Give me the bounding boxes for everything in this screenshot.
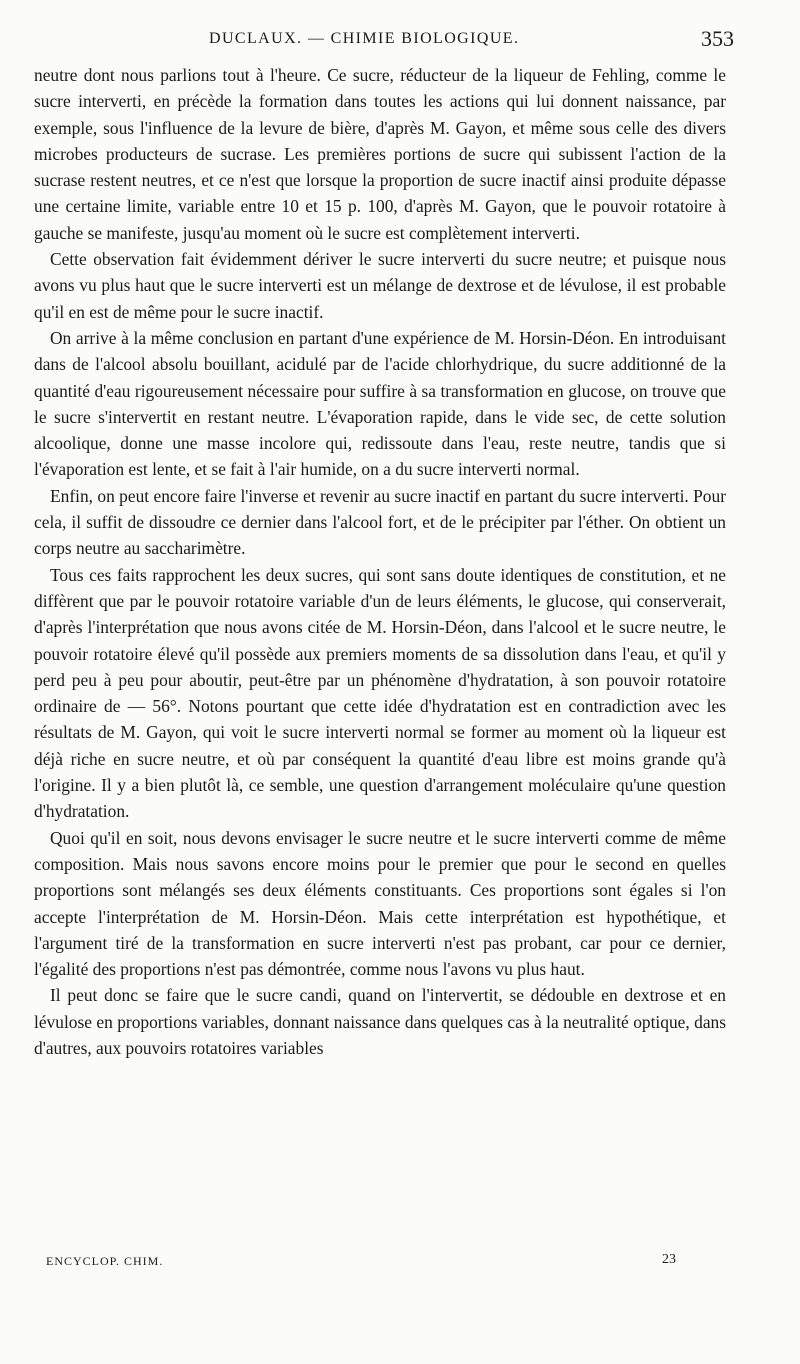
page-footer [46, 1252, 676, 1272]
footer-signature: ENCYCLOP. CHIM. [46, 1254, 164, 1268]
sheet-number: 23 [662, 1252, 676, 1267]
page-header [34, 22, 734, 56]
page-number: 353 [701, 26, 734, 51]
paragraph-6: Quoi qu'il en soit, nous devons envisager le sucre neutre et le sucre interverti comme de même composition. Mais nous savons encore moins pour le premier que pour le second en quelles proportions sont mélangés ses deux éléments constituants. Ces proportions sont égales si l'on accepte l'interprétation de M. Horsin-Déon. Mais cette interprétation est hypothétique, et l'argument tiré de la transformation en sucre interverti n'est pas probant, car pour ce dernier, l'égalité des proportions n'est pas démontrée, comme nous l'avons vu plus haut. [34, 827, 726, 980]
paragraph-2: Cette observation fait évidemment dériver le sucre interverti du sucre neutre; et puisque nous avons vu plus haut que le sucre interverti est un mélange de dextrose et de lévulose, il est probable qu'il en est de même pour le sucre inactif. [34, 249, 726, 322]
body-text [34, 62, 726, 1061]
paragraph-1: neutre dont nous parlions tout à l'heure. Ce sucre, réducteur de la liqueur de Fehling, comme le sucre interverti, en précède la formation dans toutes les actions qui lui donnent naissance, par exemple, sous l'influence de la levure de bière, d'après M. Gayon, et même sous celle des divers microbes producteurs de sucrase. Les premières portions de sucre qui subissent l'action de la sucrase restent neutres, et ce n'est que lorsque la proportion de sucre inactif ainsi produite dépasse une certaine limite, variable entre 10 et 15 p. 100, d'après M. Gayon, que le pouvoir rotatoire à gauche se manifeste, jusqu'au moment où le sucre est complètement interverti. [34, 65, 726, 243]
paragraph-3: On arrive à la même conclusion en partant d'une expérience de M. Horsin-Déon. En introduisant dans de l'alcool absolu bouillant, acidulé par de l'acide chlorhydrique, du sucre additionné de la quantité d'eau rigoureusement nécessaire pour suffire à sa transformation en glucose, on trouve que le sucre s'intervertit en restant neutre. L'évaporation rapide, dans le vide sec, de cette solution alcoolique, donne une masse incolore qui, redissoute dans l'eau, reste neutre, tandis que si l'évaporation est lente, et se fait à l'air humide, on a du sucre interverti normal. [34, 327, 726, 480]
paragraph-7: Il peut donc se faire que le sucre candi, quand on l'intervertit, se dédouble en dextrose et en lévulose en proportions variables, donnant naissance dans quelques cas à la neutralité optique, dans d'autres, aux pouvoirs rotatoires variables [34, 985, 726, 1058]
paragraph-4: Enfin, on peut encore faire l'inverse et revenir au sucre inactif en partant du sucre interverti. Pour cela, il suffit de dissoudre ce dernier dans l'alcool fort, et de le précipiter par l'éther. On obtient un corps neutre au saccharimètre. [34, 485, 726, 559]
paragraph-5: Tous ces faits rapprochent les deux sucres, qui sont sans doute identiques de constitution, et ne diffèrent que par le pouvoir rotatoire variable d'un de leurs éléments, le glucose, qui conserverait, d'après l'interprétation que nous avons citée de M. Horsin-Déon, dans l'alcool et le sucre neutre, le pouvoir rotatoire élevé qu'il possède aux premiers moments de sa dissolution dans l'eau, et qu'il y perd peu à peu pour aboutir, peut-être par un phénomène d'hydratation, à son pouvoir rotatoire ordinaire de — 56°. Notons pourtant que cette idée d'hydratation est en contradiction avec les résultats de M. Gayon, qui voit le sucre interverti normal se former au moment où la liqueur est déjà riche en sucre neutre, et où par conséquent la quantité d'eau libre est moins grande qu'à l'origine. Il y a bien plutôt là, ce semble, une question d'arrangement moléculaire qu'une question d'hydratation. [34, 564, 726, 822]
running-title: DUCLAUX. — CHIMIE BIOLOGIQUE. [209, 30, 520, 47]
